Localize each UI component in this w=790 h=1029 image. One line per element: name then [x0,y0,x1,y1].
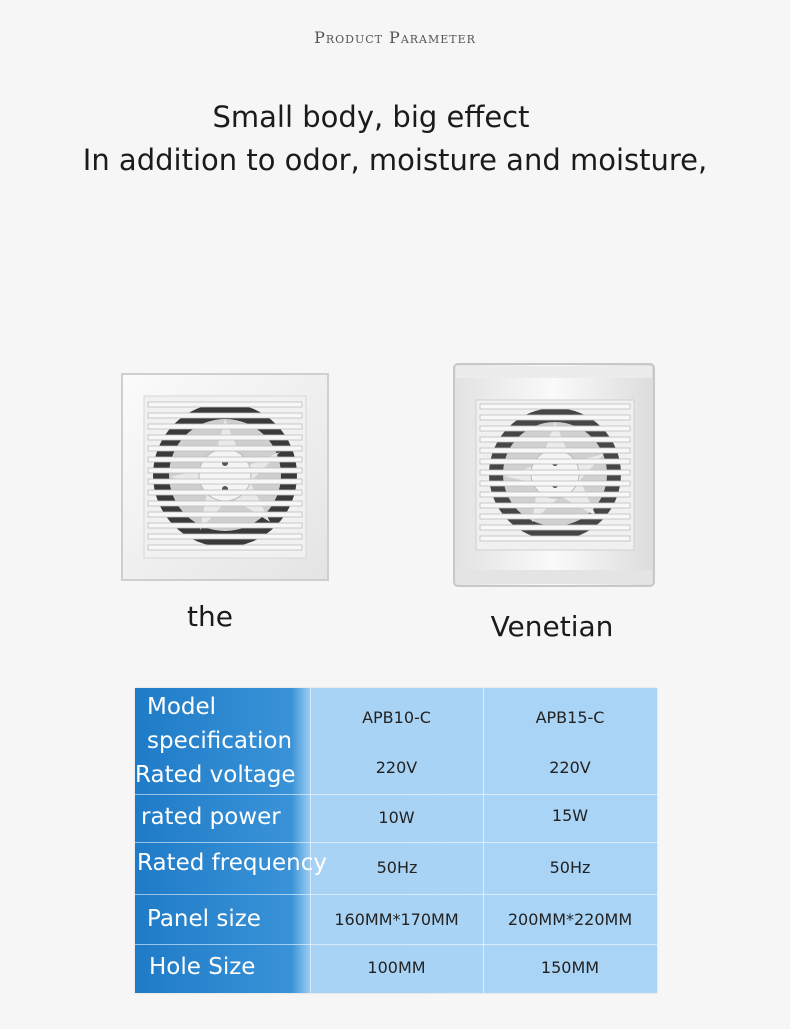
row-label: rated power [141,804,281,830]
row-label: Rated frequency [137,850,328,876]
table-cell: 100MM [367,958,426,977]
table-cell: 220V [549,758,591,777]
row-label: Model [147,694,217,720]
exhaust-fan-grille-icon [120,372,330,582]
section-title: Product Parameter [314,28,476,47]
table-cell: 150MM [540,958,600,977]
exhaust-fan-framed-icon [452,362,656,588]
row-label: Hole Size [149,954,256,980]
product-caption-2: Venetian [490,610,614,643]
table-row [135,794,657,842]
table-row [135,894,657,944]
row-label: Rated voltage [135,762,296,788]
table-cell: 10W [378,808,415,827]
table-cell: 50Hz [549,858,591,877]
row-label: Panel size [147,906,261,932]
table-row [135,944,657,993]
headline-primary: Small body, big effect [212,100,530,134]
product-image-framed-fan [452,362,656,588]
table-cell: 200MM*220MM [507,910,633,929]
product-caption-1: the [187,600,233,633]
row-label-continued: specification [147,728,293,754]
table-row [135,842,657,894]
table-cell: APB10-C [362,708,431,727]
table-cell: 220V [375,758,418,777]
table-cell: 15W [551,806,589,825]
headline-secondary: In addition to odor, moisture and moisture, [82,143,708,177]
product-image-grille-fan [120,372,330,582]
table-cell: APB15-C [535,708,605,727]
spec-table [135,688,657,993]
table-row [135,688,657,754]
table-cell: 50Hz [376,858,418,877]
table-cell: 160MM*170MM [334,910,459,929]
